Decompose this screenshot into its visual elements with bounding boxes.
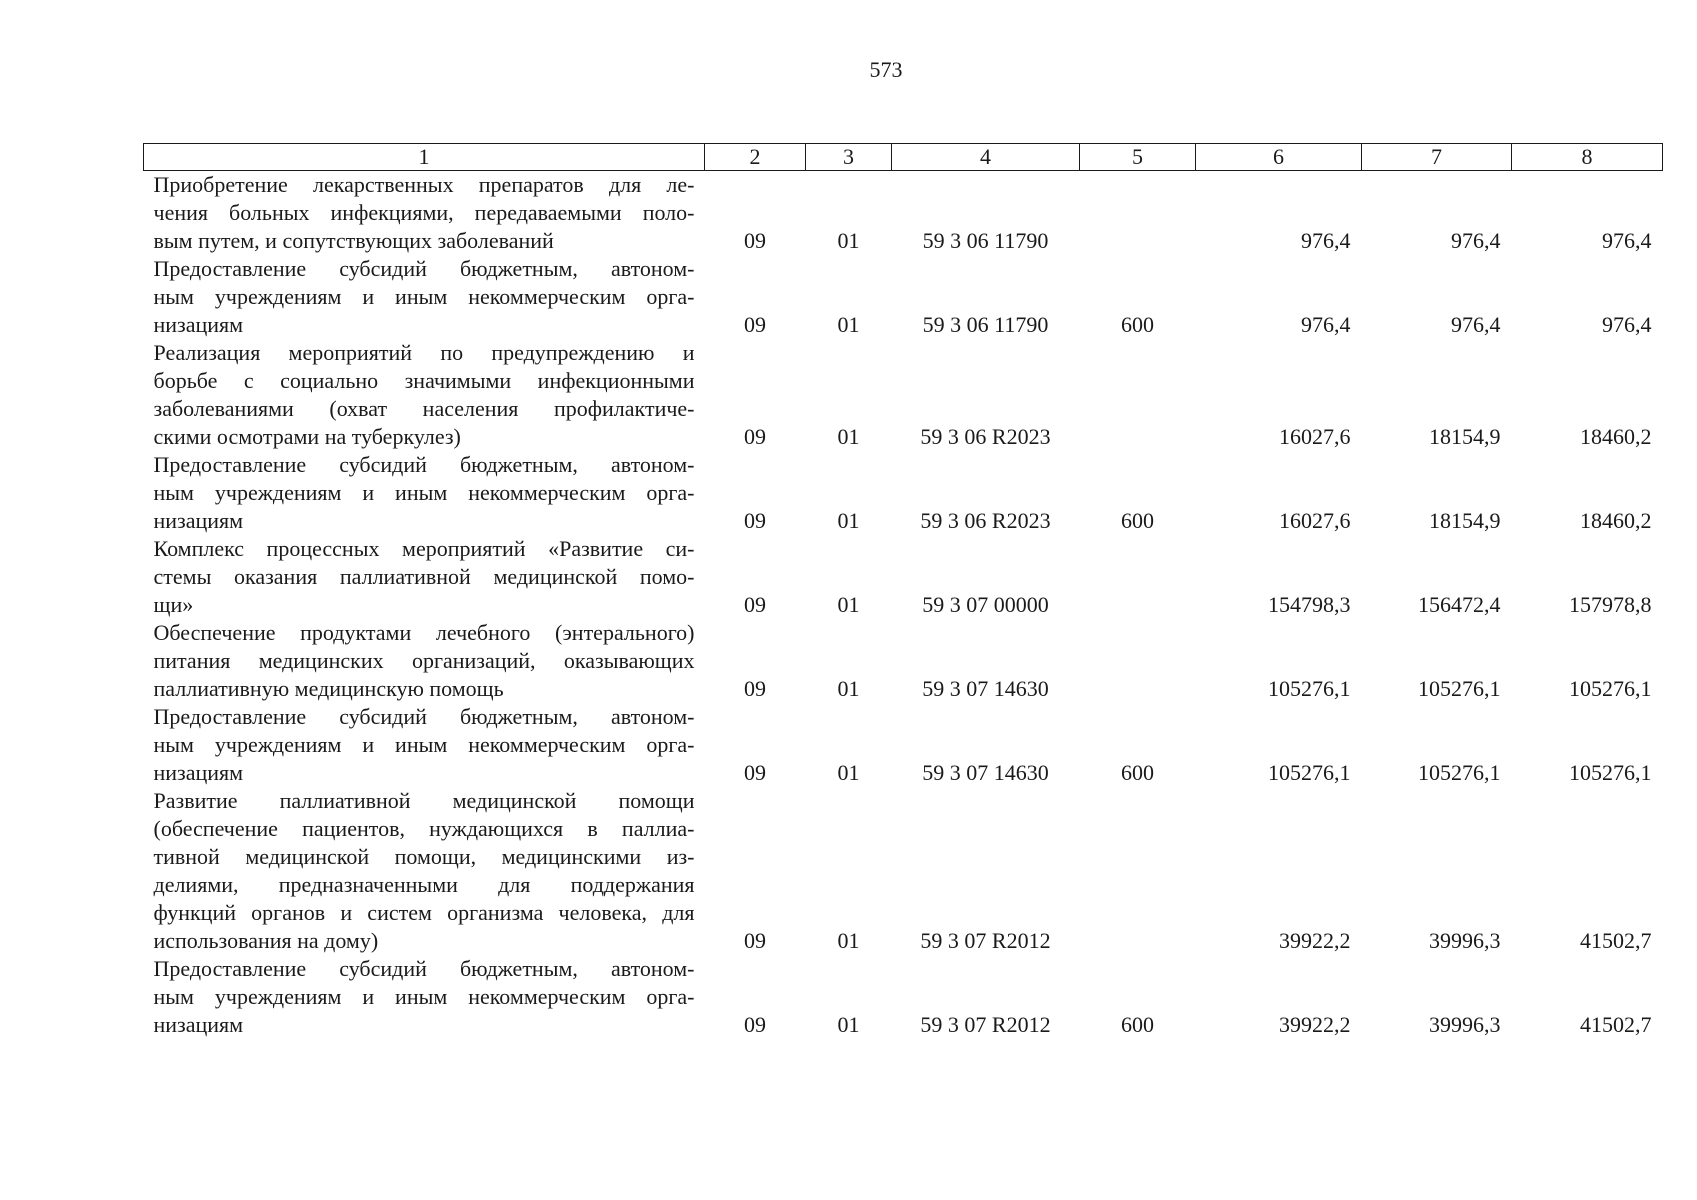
description-line: низациям — [153, 508, 244, 533]
header-col-7: 7 — [1362, 144, 1512, 171]
target-article-code: 59 3 06 R2023 — [920, 424, 1051, 449]
section-code: 09 — [744, 676, 766, 701]
description-line: низациям — [153, 760, 244, 785]
description-line: делиями, предназначенными для поддержания — [153, 872, 695, 897]
row-description — [144, 703, 705, 787]
description-line: ным учреждениям и иным некоммерческим орга- — [153, 480, 695, 505]
table-row — [144, 171, 1663, 256]
amount-year-2: 18154,9 — [1429, 424, 1501, 449]
row-description — [144, 255, 705, 339]
header-col-4: 4 — [892, 144, 1080, 171]
subsection-code: 01 — [837, 508, 860, 533]
section-code: 09 — [744, 760, 766, 785]
amount-year-2: 39996,3 — [1429, 928, 1501, 953]
amount-year-1: 39922,2 — [1279, 928, 1351, 953]
description-line: (обеспечение пациентов, нуждающихся в паллиа- — [153, 816, 695, 841]
budget-table — [143, 143, 1663, 1039]
expense-type-code — [1080, 535, 1196, 619]
target-article-code: 59 3 07 00000 — [922, 592, 1049, 617]
description-line: Предоставление субсидий бюджетным, автоном- — [153, 956, 695, 981]
expense-type-code — [1080, 787, 1196, 955]
section-code: 09 — [744, 592, 766, 617]
subsection-code: 01 — [837, 312, 860, 337]
amount-year-2: 976,4 — [1451, 312, 1501, 337]
amount-year-2: 105276,1 — [1418, 760, 1501, 785]
header-col-8: 8 — [1512, 144, 1663, 171]
table-row — [144, 339, 1663, 451]
description-line: борьбе с социально значимыми инфекционными — [153, 368, 695, 393]
header-row — [144, 144, 1663, 171]
target-article-code: 59 3 07 14630 — [922, 760, 1049, 785]
amount-year-1: 105276,1 — [1268, 760, 1351, 785]
amount-year-2: 39996,3 — [1429, 1012, 1501, 1037]
section-code: 09 — [744, 312, 766, 337]
expense-type-code: 600 — [1121, 312, 1154, 337]
subsection-code: 01 — [837, 1012, 860, 1037]
row-description — [144, 339, 705, 451]
description-line: ным учреждениям и иным некоммерческим орга- — [153, 732, 695, 757]
table-body — [144, 171, 1663, 1040]
description-line: щи» — [153, 592, 194, 617]
amount-year-2: 156472,4 — [1418, 592, 1501, 617]
description-line: низациям — [153, 312, 244, 337]
expense-type-code — [1080, 619, 1196, 703]
description-line: заболеваниями (охват населения профилактиче- — [153, 396, 695, 421]
description-line: вым путем, и сопутствующих заболеваний — [153, 228, 554, 253]
amount-year-1: 976,4 — [1301, 312, 1351, 337]
description-line: Приобретение лекарственных препаратов для ле- — [153, 172, 695, 197]
expense-type-code: 600 — [1121, 1012, 1154, 1037]
description-line: скими осмотрами на туберкулез) — [153, 424, 461, 449]
amount-year-1: 105276,1 — [1268, 676, 1351, 701]
page-number: 573 — [869, 57, 903, 82]
expense-type-code — [1080, 171, 1196, 256]
row-description — [144, 619, 705, 703]
amount-year-3: 976,4 — [1602, 312, 1652, 337]
header-col-1: 1 — [144, 144, 705, 171]
table-header — [144, 144, 1663, 171]
table-row — [144, 619, 1663, 703]
amount-year-3: 41502,7 — [1580, 1012, 1652, 1037]
target-article-code: 59 3 06 11790 — [922, 312, 1049, 337]
row-description — [144, 451, 705, 535]
description-line: Развитие паллиативной медицинской помощи — [153, 788, 695, 813]
row-description — [144, 955, 705, 1039]
description-line: низациям — [153, 1012, 244, 1037]
section-code: 09 — [744, 508, 766, 533]
row-description — [144, 787, 705, 955]
description-line: функций органов и систем организма человека, для — [153, 900, 695, 925]
amount-year-1: 976,4 — [1301, 228, 1351, 253]
description-line: Обеспечение продуктами лечебного (энтерального) — [153, 620, 695, 645]
amount-year-2: 105276,1 — [1418, 676, 1501, 701]
table-row — [144, 703, 1663, 787]
row-description — [144, 535, 705, 619]
description-line: Предоставление субсидий бюджетным, автоном- — [153, 256, 695, 281]
table-row — [144, 955, 1663, 1039]
table-row — [144, 535, 1663, 619]
target-article-code: 59 3 06 R2023 — [920, 508, 1051, 533]
amount-year-3: 41502,7 — [1580, 928, 1652, 953]
target-article-code: 59 3 07 R2012 — [920, 928, 1051, 953]
table-row — [144, 451, 1663, 535]
table-row — [144, 787, 1663, 955]
amount-year-3: 18460,2 — [1580, 424, 1652, 449]
subsection-code: 01 — [837, 928, 860, 953]
section-code: 09 — [744, 424, 766, 449]
header-col-6: 6 — [1196, 144, 1362, 171]
amount-year-3: 105276,1 — [1569, 676, 1652, 701]
subsection-code: 01 — [837, 676, 860, 701]
amount-year-3: 976,4 — [1602, 228, 1652, 253]
expense-type-code: 600 — [1121, 508, 1154, 533]
amount-year-1: 154798,3 — [1268, 592, 1351, 617]
expense-type-code: 600 — [1121, 760, 1154, 785]
amount-year-2: 18154,9 — [1429, 508, 1501, 533]
subsection-code: 01 — [837, 424, 860, 449]
description-line: паллиативную медицинскую помощь — [153, 676, 504, 701]
section-code: 09 — [744, 928, 766, 953]
amount-year-1: 16027,6 — [1279, 508, 1351, 533]
amount-year-3: 18460,2 — [1580, 508, 1652, 533]
target-article-code: 59 3 07 14630 — [922, 676, 1049, 701]
description-line: использования на дому) — [153, 928, 379, 953]
amount-year-1: 16027,6 — [1279, 424, 1351, 449]
row-description — [144, 171, 705, 256]
amount-year-1: 39922,2 — [1279, 1012, 1351, 1037]
description-line: ным учреждениям и иным некоммерческим орга- — [153, 284, 695, 309]
header-col-3: 3 — [806, 144, 892, 171]
amount-year-2: 976,4 — [1451, 228, 1501, 253]
description-line: питания медицинских организаций, оказывающих — [153, 648, 695, 673]
amount-year-3: 105276,1 — [1569, 760, 1652, 785]
description-line: тивной медицинской помощи, медицинскими из- — [153, 844, 695, 869]
subsection-code: 01 — [837, 228, 860, 253]
description-line: Предоставление субсидий бюджетным, автоном- — [153, 704, 695, 729]
section-code: 09 — [744, 1012, 766, 1037]
description-line: Реализация мероприятий по предупреждению и — [153, 340, 695, 365]
description-line: стемы оказания паллиативной медицинской помо- — [153, 564, 695, 589]
description-line: Предоставление субсидий бюджетным, автоном- — [153, 452, 695, 477]
target-article-code: 59 3 07 R2012 — [920, 1012, 1051, 1037]
description-line: Комплекс процессных мероприятий «Развитие си- — [153, 536, 695, 561]
subsection-code: 01 — [837, 592, 860, 617]
expense-type-code — [1080, 339, 1196, 451]
description-line: ным учреждениям и иным некоммерческим орга- — [153, 984, 695, 1009]
header-col-5: 5 — [1080, 144, 1196, 171]
section-code: 09 — [744, 228, 766, 253]
table-row — [144, 255, 1663, 339]
amount-year-3: 157978,8 — [1569, 592, 1652, 617]
subsection-code: 01 — [837, 760, 860, 785]
target-article-code: 59 3 06 11790 — [922, 228, 1049, 253]
header-col-2: 2 — [705, 144, 806, 171]
description-line: чения больных инфекциями, передаваемыми поло- — [153, 200, 695, 225]
